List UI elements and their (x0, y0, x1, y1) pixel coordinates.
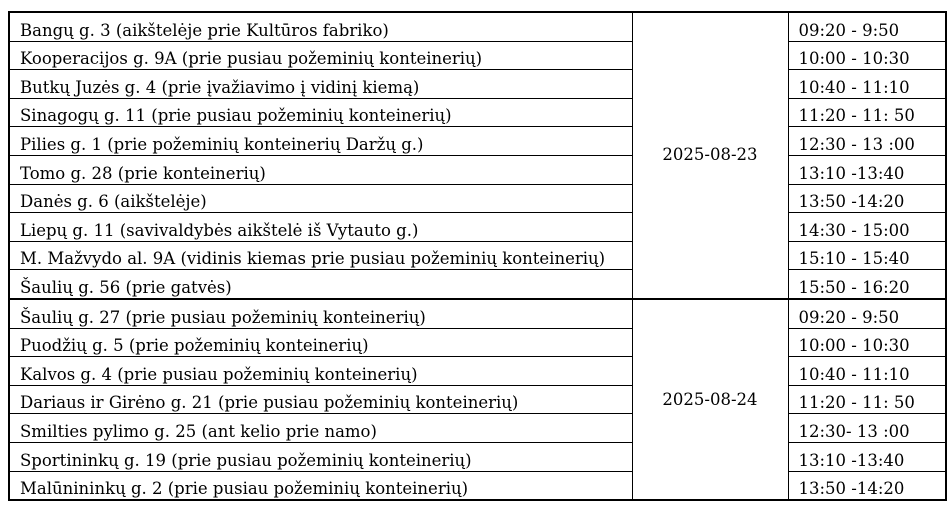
address-cell: Bangų g. 3 (aikštelėje prie Kultūros fabriko) (9, 12, 632, 41)
address-cell: Butkų Juzės g. 4 (prie įvažiavimo į vidinį kiemą) (9, 70, 632, 99)
time-cell: 14:30 - 15:00 (788, 213, 946, 242)
table-row (9, 270, 946, 299)
time-cell: 10:00 - 10:30 (788, 328, 946, 357)
time-cell: 11:20 - 11: 50 (788, 385, 946, 414)
time-cell: 15:50 - 16:20 (788, 270, 946, 299)
date-cell: 2025-08-24 (632, 299, 788, 500)
time-cell: 09:20 - 9:50 (788, 12, 946, 41)
table-row (9, 41, 946, 70)
address-cell: Sportininkų g. 19 (prie pusiau požeminių konteinerių) (9, 442, 632, 471)
time-cell: 10:00 - 10:30 (788, 41, 946, 70)
address-cell: Dariaus ir Girėno g. 21 (prie pusiau požeminių konteinerių) (9, 385, 632, 414)
table-row (9, 98, 946, 127)
table-row (9, 442, 946, 471)
time-cell: 15:10 - 15:40 (788, 241, 946, 270)
time-cell: 10:40 - 11:10 (788, 357, 946, 386)
table-row (9, 184, 946, 213)
table-row (9, 328, 946, 357)
address-cell: Puodžių g. 5 (prie požeminių konteinerių) (9, 328, 632, 357)
table-row (9, 127, 946, 156)
schedule-body (9, 12, 946, 500)
address-cell: M. Mažvydo al. 9A (vidinis kiemas prie pusiau požeminių konteinerių) (9, 241, 632, 270)
table-row (9, 471, 946, 500)
time-cell: 09:20 - 9:50 (788, 299, 946, 328)
table-row (9, 299, 946, 328)
address-cell: Tomo g. 28 (prie konteinerių) (9, 155, 632, 184)
address-cell: Šaulių g. 56 (prie gatvės) (9, 270, 632, 299)
address-cell: Sinagogų g. 11 (prie pusiau požeminių konteinerių) (9, 98, 632, 127)
table-row (9, 357, 946, 386)
address-cell: Šaulių g. 27 (prie pusiau požeminių konteinerių) (9, 299, 632, 328)
schedule-table (8, 11, 947, 501)
time-cell: 13:10 -13:40 (788, 442, 946, 471)
time-cell: 13:50 -14:20 (788, 471, 946, 500)
address-cell: Smilties pylimo g. 25 (ant kelio prie namo) (9, 414, 632, 443)
address-cell: Pilies g. 1 (prie požeminių konteinerių Daržų g.) (9, 127, 632, 156)
time-cell: 11:20 - 11: 50 (788, 98, 946, 127)
table-row (9, 155, 946, 184)
time-cell: 12:30 - 13 :00 (788, 127, 946, 156)
table-row (9, 12, 946, 41)
time-cell: 13:50 -14:20 (788, 184, 946, 213)
table-row (9, 213, 946, 242)
address-cell: Danės g. 6 (aikštelėje) (9, 184, 632, 213)
table-row (9, 385, 946, 414)
address-cell: Liepų g. 11 (savivaldybės aikštelė iš Vytauto g.) (9, 213, 632, 242)
table-row (9, 241, 946, 270)
date-cell: 2025-08-23 (632, 12, 788, 299)
address-cell: Malūnininkų g. 2 (prie pusiau požeminių konteinerių) (9, 471, 632, 500)
time-cell: 13:10 -13:40 (788, 155, 946, 184)
time-cell: 12:30- 13 :00 (788, 414, 946, 443)
table-row (9, 414, 946, 443)
address-cell: Kalvos g. 4 (prie pusiau požeminių konteinerių) (9, 357, 632, 386)
time-cell: 10:40 - 11:10 (788, 70, 946, 99)
address-cell: Kooperacijos g. 9A (prie pusiau požeminių konteinerių) (9, 41, 632, 70)
table-row (9, 70, 946, 99)
